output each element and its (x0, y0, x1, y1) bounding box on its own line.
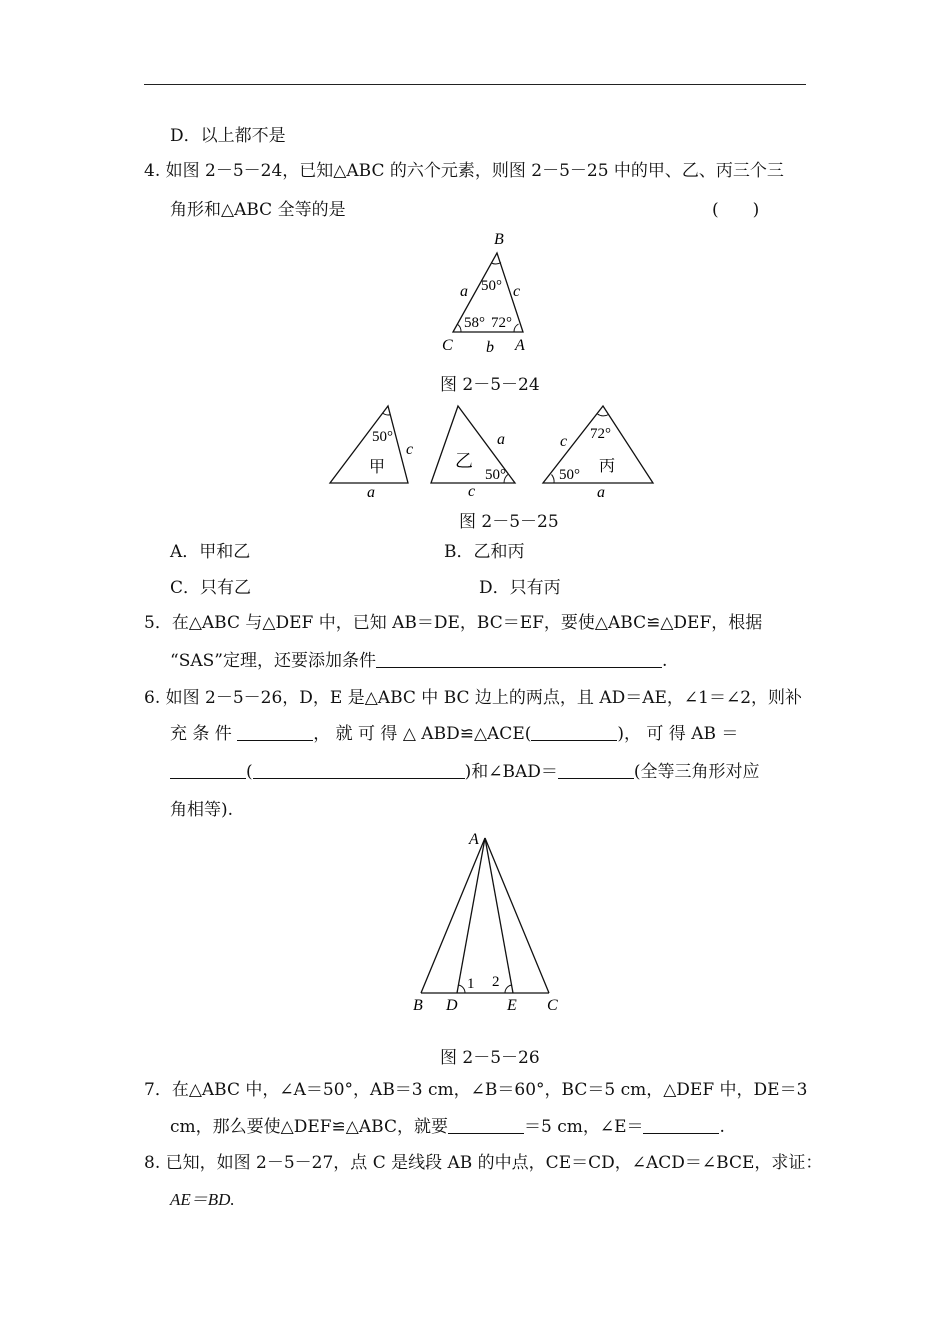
q8-line1: 8. 已知，如图 2－5－27，点 C 是线段 AB 的中点，CE＝CD，∠ACD＝∠BCE，求证： (144, 1153, 823, 1173)
q6-line3-c: (全等三角形对应 (633, 762, 760, 782)
q7-line2-c: . (719, 1117, 725, 1137)
q5-line2-suffix: . (661, 651, 668, 671)
bing-top-angle-value: 72° (590, 426, 611, 442)
side-c-label: c (513, 283, 521, 300)
q6-line4: 角相等). (170, 800, 234, 820)
q6-line3-a: ( (246, 762, 253, 782)
bing-top-angle-arc (598, 414, 609, 416)
angle-a-value: 72° (491, 315, 512, 331)
jia-side-c: c (406, 441, 414, 458)
q7-blank-side[interactable] (448, 1117, 524, 1134)
q6-line3-b: )和∠BAD＝ (464, 762, 558, 782)
jia-label: 甲 (369, 459, 386, 476)
angle-2-arc (505, 985, 512, 993)
q6-blank-angle[interactable] (558, 762, 634, 779)
bing-side-c: c (560, 433, 568, 450)
q6-blank-ab-equal[interactable] (170, 762, 246, 779)
jia-angle-value: 50° (372, 429, 393, 445)
bing-left-angle-arc (552, 475, 555, 484)
figure-2-5-26-caption: 图 2－5－26 (440, 1048, 540, 1068)
q7-blank-angle[interactable] (643, 1117, 719, 1134)
q5-answer-blank[interactable] (376, 651, 662, 668)
q3-option-d: D．以上都不是 (170, 126, 286, 146)
q6-line3 (170, 761, 760, 783)
q6-line2 (170, 723, 738, 745)
figure-2-5-24 (430, 228, 540, 358)
fig26-vertex-c: C (547, 997, 558, 1014)
vertex-a-label: A (515, 337, 525, 354)
q6-blank-reason[interactable] (531, 724, 617, 741)
q4-option-d: D．只有丙 (479, 578, 561, 598)
q7-line2-b: ＝5 cm，∠E＝ (523, 1117, 644, 1137)
q7-line2 (170, 1116, 725, 1138)
figure-2-5-24-caption: 图 2－5－24 (440, 375, 540, 395)
jia-side-a: a (367, 484, 375, 500)
fig26-vertex-b: B (413, 997, 423, 1014)
fig26-angle-1-label: 1 (467, 976, 475, 992)
q6-line2-a: 充 条 件 (170, 724, 232, 744)
q5-line2 (170, 650, 667, 672)
q6-blank-condition[interactable] (237, 724, 313, 741)
q4-option-a: A．甲和乙 (170, 542, 251, 562)
angle-c-arc (458, 325, 461, 333)
fig26-vertex-e: E (507, 997, 517, 1014)
q4-line1: 4. 如图 2－5－24，已知△ABC 的六个元素，则图 2－5－25 中的甲、乙、丙三个三 (144, 161, 784, 181)
yi-label: 乙 (455, 451, 473, 471)
angle-b-value: 50° (481, 278, 502, 294)
yi-angle-value: 50° (485, 467, 506, 483)
yi-side-a: a (497, 431, 505, 448)
side-a-label: a (460, 283, 468, 300)
angle-1-arc (458, 985, 465, 993)
angle-c-value: 58° (464, 315, 485, 331)
figure-2-5-26 (405, 826, 570, 1016)
q4-option-b: B．乙和丙 (444, 542, 525, 562)
bing-side-a: a (597, 484, 605, 500)
segment-ab (421, 838, 485, 993)
q6-blank-ab-reason[interactable] (253, 762, 465, 779)
q6-line1: 6. 如图 2－5－26，D，E 是△ABC 中 BC 边上的两点，且 AD＝AE，∠1＝∠2，则补 (144, 688, 803, 708)
angle-b-arc (492, 263, 502, 264)
q4-line2: 角形和△ABC 全等的是 (170, 200, 346, 220)
figure-2-5-25-caption: 图 2－5－25 (459, 512, 559, 532)
q8-line2: AE＝BD. (170, 1190, 235, 1209)
segment-ae (485, 838, 513, 993)
q4-option-c: C．只有乙 (170, 578, 252, 598)
figure-2-5-25 (325, 400, 660, 500)
angle-a-arc (514, 324, 519, 332)
q7-line1: 7．在△ABC 中，∠A＝50°，AB＝3 cm，∠B＝60°，BC＝5 cm，△DEF 中，DE＝3 (144, 1080, 808, 1100)
q5-line1: 5．在△ABC 与△DEF 中，已知 AB＝DE，BC＝EF，要使△ABC≌△DEF，根据 (144, 613, 763, 633)
yi-side-c: c (468, 483, 476, 500)
q4-answer-paren: ( ) (712, 200, 760, 220)
segment-ac (485, 838, 549, 993)
vertex-b-label: B (494, 231, 504, 248)
bing-left-angle-value: 50° (559, 467, 580, 483)
q5-line2-prefix: “SAS”定理，还要添加条件 (170, 651, 376, 671)
vertex-c-label: C (442, 337, 453, 354)
q6-line2-c: )， 可 得 AB ＝ (617, 724, 739, 744)
bing-label: 丙 (599, 458, 616, 475)
fig26-angle-2-label: 2 (492, 974, 500, 990)
fig26-vertex-d: D (446, 997, 458, 1014)
fig26-vertex-a: A (469, 831, 479, 848)
header-rule (144, 84, 806, 85)
segment-ad (457, 838, 485, 993)
q7-line2-a: cm，那么要使△DEF≌△ABC，就要 (170, 1117, 448, 1137)
q6-line2-b: ， 就 可 得 △ ABD≌△ACE( (313, 724, 532, 744)
side-b-label: b (486, 339, 494, 356)
jia-angle-arc (383, 413, 391, 415)
